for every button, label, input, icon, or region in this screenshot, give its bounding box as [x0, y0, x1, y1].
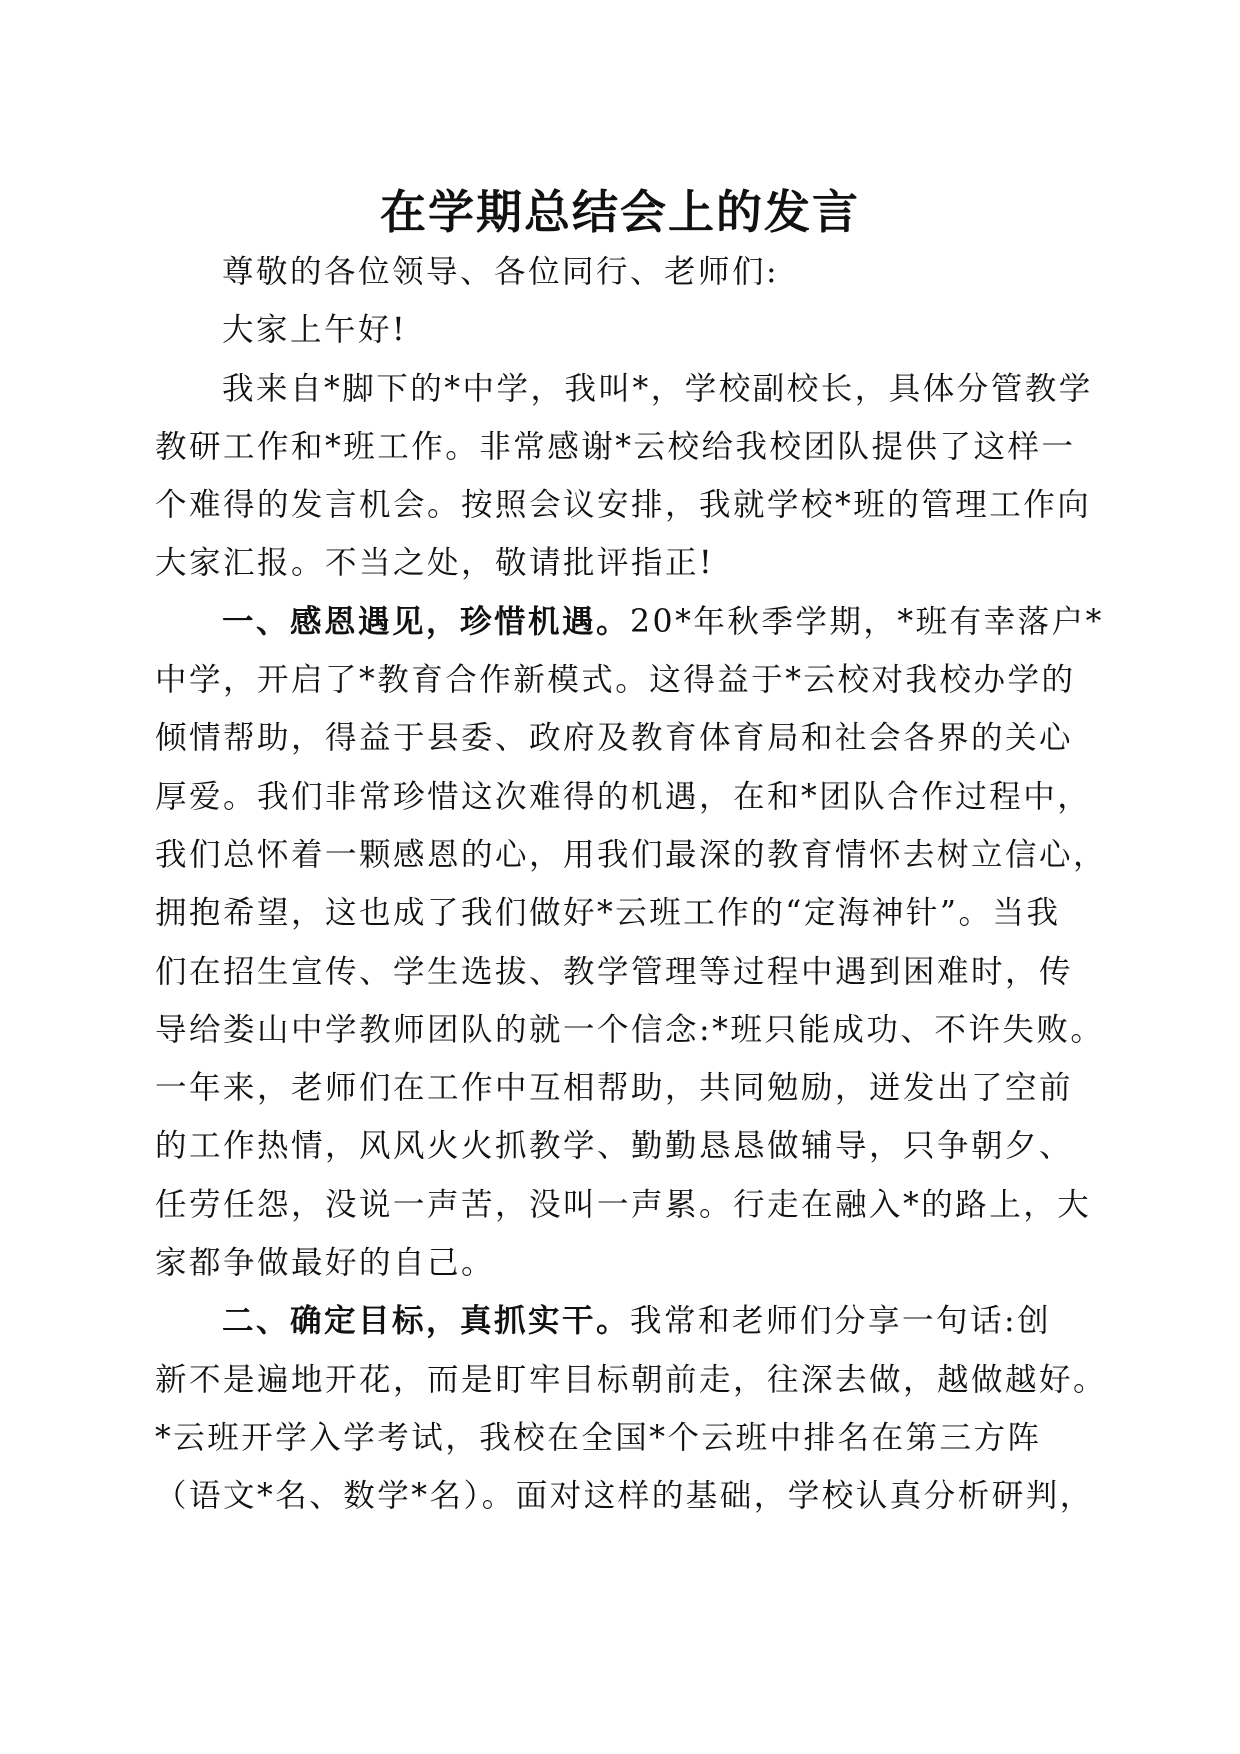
section1-first-line-text: 20*年秋季学期，*班有幸落户*	[630, 603, 1104, 640]
section1-line: 家都争做最好的自己。	[155, 1245, 496, 1282]
section2-line: （语文*名、数学*名）。面对这样的基础，学校认真分析研判，	[155, 1478, 1094, 1515]
section1-line: 一年来，老师们在工作中互相帮助，共同勉励，迸发出了空前	[155, 1070, 1074, 1107]
intro-line: 个难得的发言机会。按照会议安排，我就学校*班的管理工作向	[155, 487, 1092, 524]
section1-heading: 一、感恩遇见，珍惜机遇。	[222, 603, 631, 640]
section1-line: 倾情帮助，得益于县委、政府及教育体育局和社会各界的关心	[155, 720, 1074, 757]
section1-line: 中学，开启了*教育合作新模式。这得益于*云校对我校办学的	[155, 662, 1076, 699]
section1-line: 任劳任怨，没说一声苦，没叫一声累。行走在融入*的路上，大	[155, 1186, 1092, 1223]
intro-line: 教研工作和*班工作。非常感谢*云校给我校团队提供了这样一	[155, 428, 1076, 465]
section1-first-line	[155, 593, 1104, 651]
intro-line: 大家汇报。不当之处，敬请批评指正!	[155, 545, 715, 582]
section2-first-line-text: 我常和老师们分享一句话:创	[630, 1303, 1052, 1340]
section1-line: 厚爱。我们非常珍惜这次难得的机遇，在和*团队合作过程中，	[155, 778, 1092, 815]
section2-line: *云班开学入学考试，我校在全国*个云班中排名在第三方阵	[155, 1419, 1042, 1456]
section2-first-line	[155, 1292, 1085, 1350]
document-body	[155, 243, 1108, 1526]
intro-line: 我来自*脚下的*中学，我叫*，学校副校长，具体分管教学	[222, 370, 1093, 407]
greeting-line: 尊敬的各位领导、各位同行、老师们:	[222, 254, 780, 290]
section2-heading: 二、确定目标，真抓实干。	[222, 1303, 631, 1340]
section1-line: 拥抱希望，这也成了我们做好*云班工作的“定海神针”。当我	[155, 895, 1061, 932]
section1-line: 我们总怀着一颗感恩的心，用我们最深的教育情怀去树立信心，	[155, 836, 1108, 873]
section1-line: 的工作热情，风风火火抓教学、勤勤恳恳做辅导，只争朝夕、	[155, 1128, 1074, 1165]
section1-line: 们在招生宣传、学生选拔、教学管理等过程中遇到困难时，传	[155, 953, 1074, 990]
salutation-line: 大家上午好!	[222, 312, 408, 349]
section1-line: 导给娄山中学教师团队的就一个信念:*班只能成功、不许失败。	[155, 1011, 1105, 1048]
document-title: 在学期总结会上的发言	[380, 185, 860, 239]
section2-line: 新不是遍地开花，而是盯牢目标朝前走，往深去做，越做越好。	[155, 1361, 1108, 1398]
